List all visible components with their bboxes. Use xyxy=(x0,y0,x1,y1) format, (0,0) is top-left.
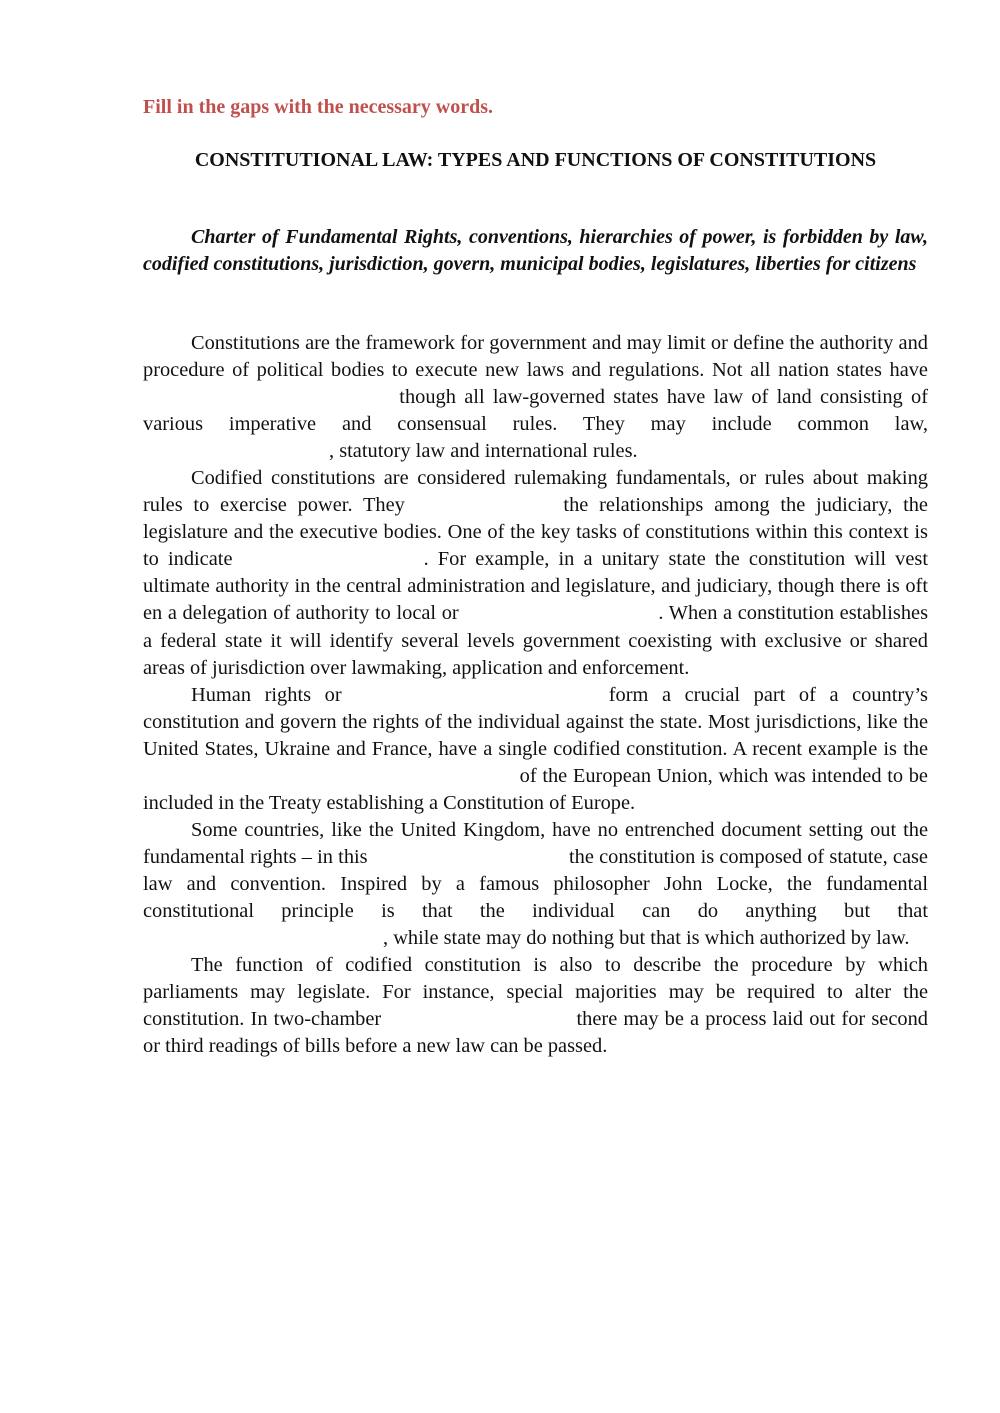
text-segment: . For example, in a unitary state the constitution will vest ultimate authority in the central administration and legislature, and judiciary, though there is oft en a delegation of authority to local or xyxy=(143,548,928,625)
text-segment: The function of codified constitution is also to describe the procedure by which parliaments may legislate. For instance, special majorities may be required to alter the constitution. In two-chamber xyxy=(143,954,928,1031)
gap-5[interactable] xyxy=(464,601,658,622)
gap-9[interactable] xyxy=(143,926,383,947)
gap-7[interactable] xyxy=(143,764,514,785)
gap-8[interactable] xyxy=(373,845,564,866)
paragraph-2 xyxy=(143,465,928,681)
gap-10[interactable] xyxy=(387,1007,570,1028)
page-title: CONSTITUTIONAL LAW: TYPES AND FUNCTIONS OF CONSTITUTIONS xyxy=(194,149,877,171)
gap-3[interactable] xyxy=(416,493,553,514)
text-segment: though all law-governed states have law of land consisting of various imperative and consensual rules. They may include common law, xyxy=(143,386,928,436)
text-segment: , statutory law and international rules. xyxy=(329,440,638,463)
gap-4[interactable] xyxy=(242,547,424,568)
gap-6[interactable] xyxy=(355,683,595,704)
paragraph-5 xyxy=(143,952,928,1060)
gap-1[interactable] xyxy=(143,385,391,406)
text-segment: of the European Union, which was intended to be included in the Treaty establishing a Constitution of Europe. xyxy=(143,764,928,814)
instruction-heading: Fill in the gaps with the necessary words. xyxy=(143,96,493,118)
text-segment: the constitution is composed of statute, case law and convention. Inspired by a famous philosopher John Locke, the fundamental constitutional principle is that the individual can do anything but that xyxy=(143,845,928,922)
text-segment: the relationships among the judiciary, the legislature and the executive bodies. One of the key tasks of constitutions within this context is to indicate xyxy=(143,494,928,571)
paragraph-4 xyxy=(143,817,928,952)
text-segment: Some countries, like the United Kingdom, have no entrenched document setting out the fundamental rights – in this xyxy=(143,818,928,868)
text-segment: form a crucial part of a country’s constitution and govern the rights of the individual against the state. Most jurisdictions, like the United States, Ukraine and France, have a single codified constitution. A recent example is the xyxy=(143,683,928,760)
text-segment: Codified constitutions are considered rulemaking fundamentals, or rules about making rules to exercise power. They xyxy=(143,467,928,517)
paragraph-3 xyxy=(143,682,928,817)
paragraph-1 xyxy=(143,330,928,465)
text-segment: Human rights or xyxy=(191,683,342,706)
gap-2[interactable] xyxy=(143,439,329,460)
word-bank: Charter of Fundamental Rights, conventions, hierarchies of power, is forbidden by law, codified constitutions, jurisdiction, govern, municipal bodies, legislatures, liberties for citizens xyxy=(143,226,928,275)
passage xyxy=(143,330,928,1060)
text-segment: . When a constitution establishes a federal state it will identify several levels government coexisting with exclusive or shared areas of jurisdiction over lawmaking, application and enforcement. xyxy=(143,602,928,679)
text-segment: Constitutions are the framework for government and may limit or define the authority and procedure of political bodies to execute new laws and regulations. Not all nation states have xyxy=(143,332,928,382)
text-segment: , while state may do nothing but that is which authorized by law. xyxy=(383,927,910,950)
text-segment: there may be a process laid out for second or third readings of bills before a new law can be passed. xyxy=(143,1008,928,1058)
